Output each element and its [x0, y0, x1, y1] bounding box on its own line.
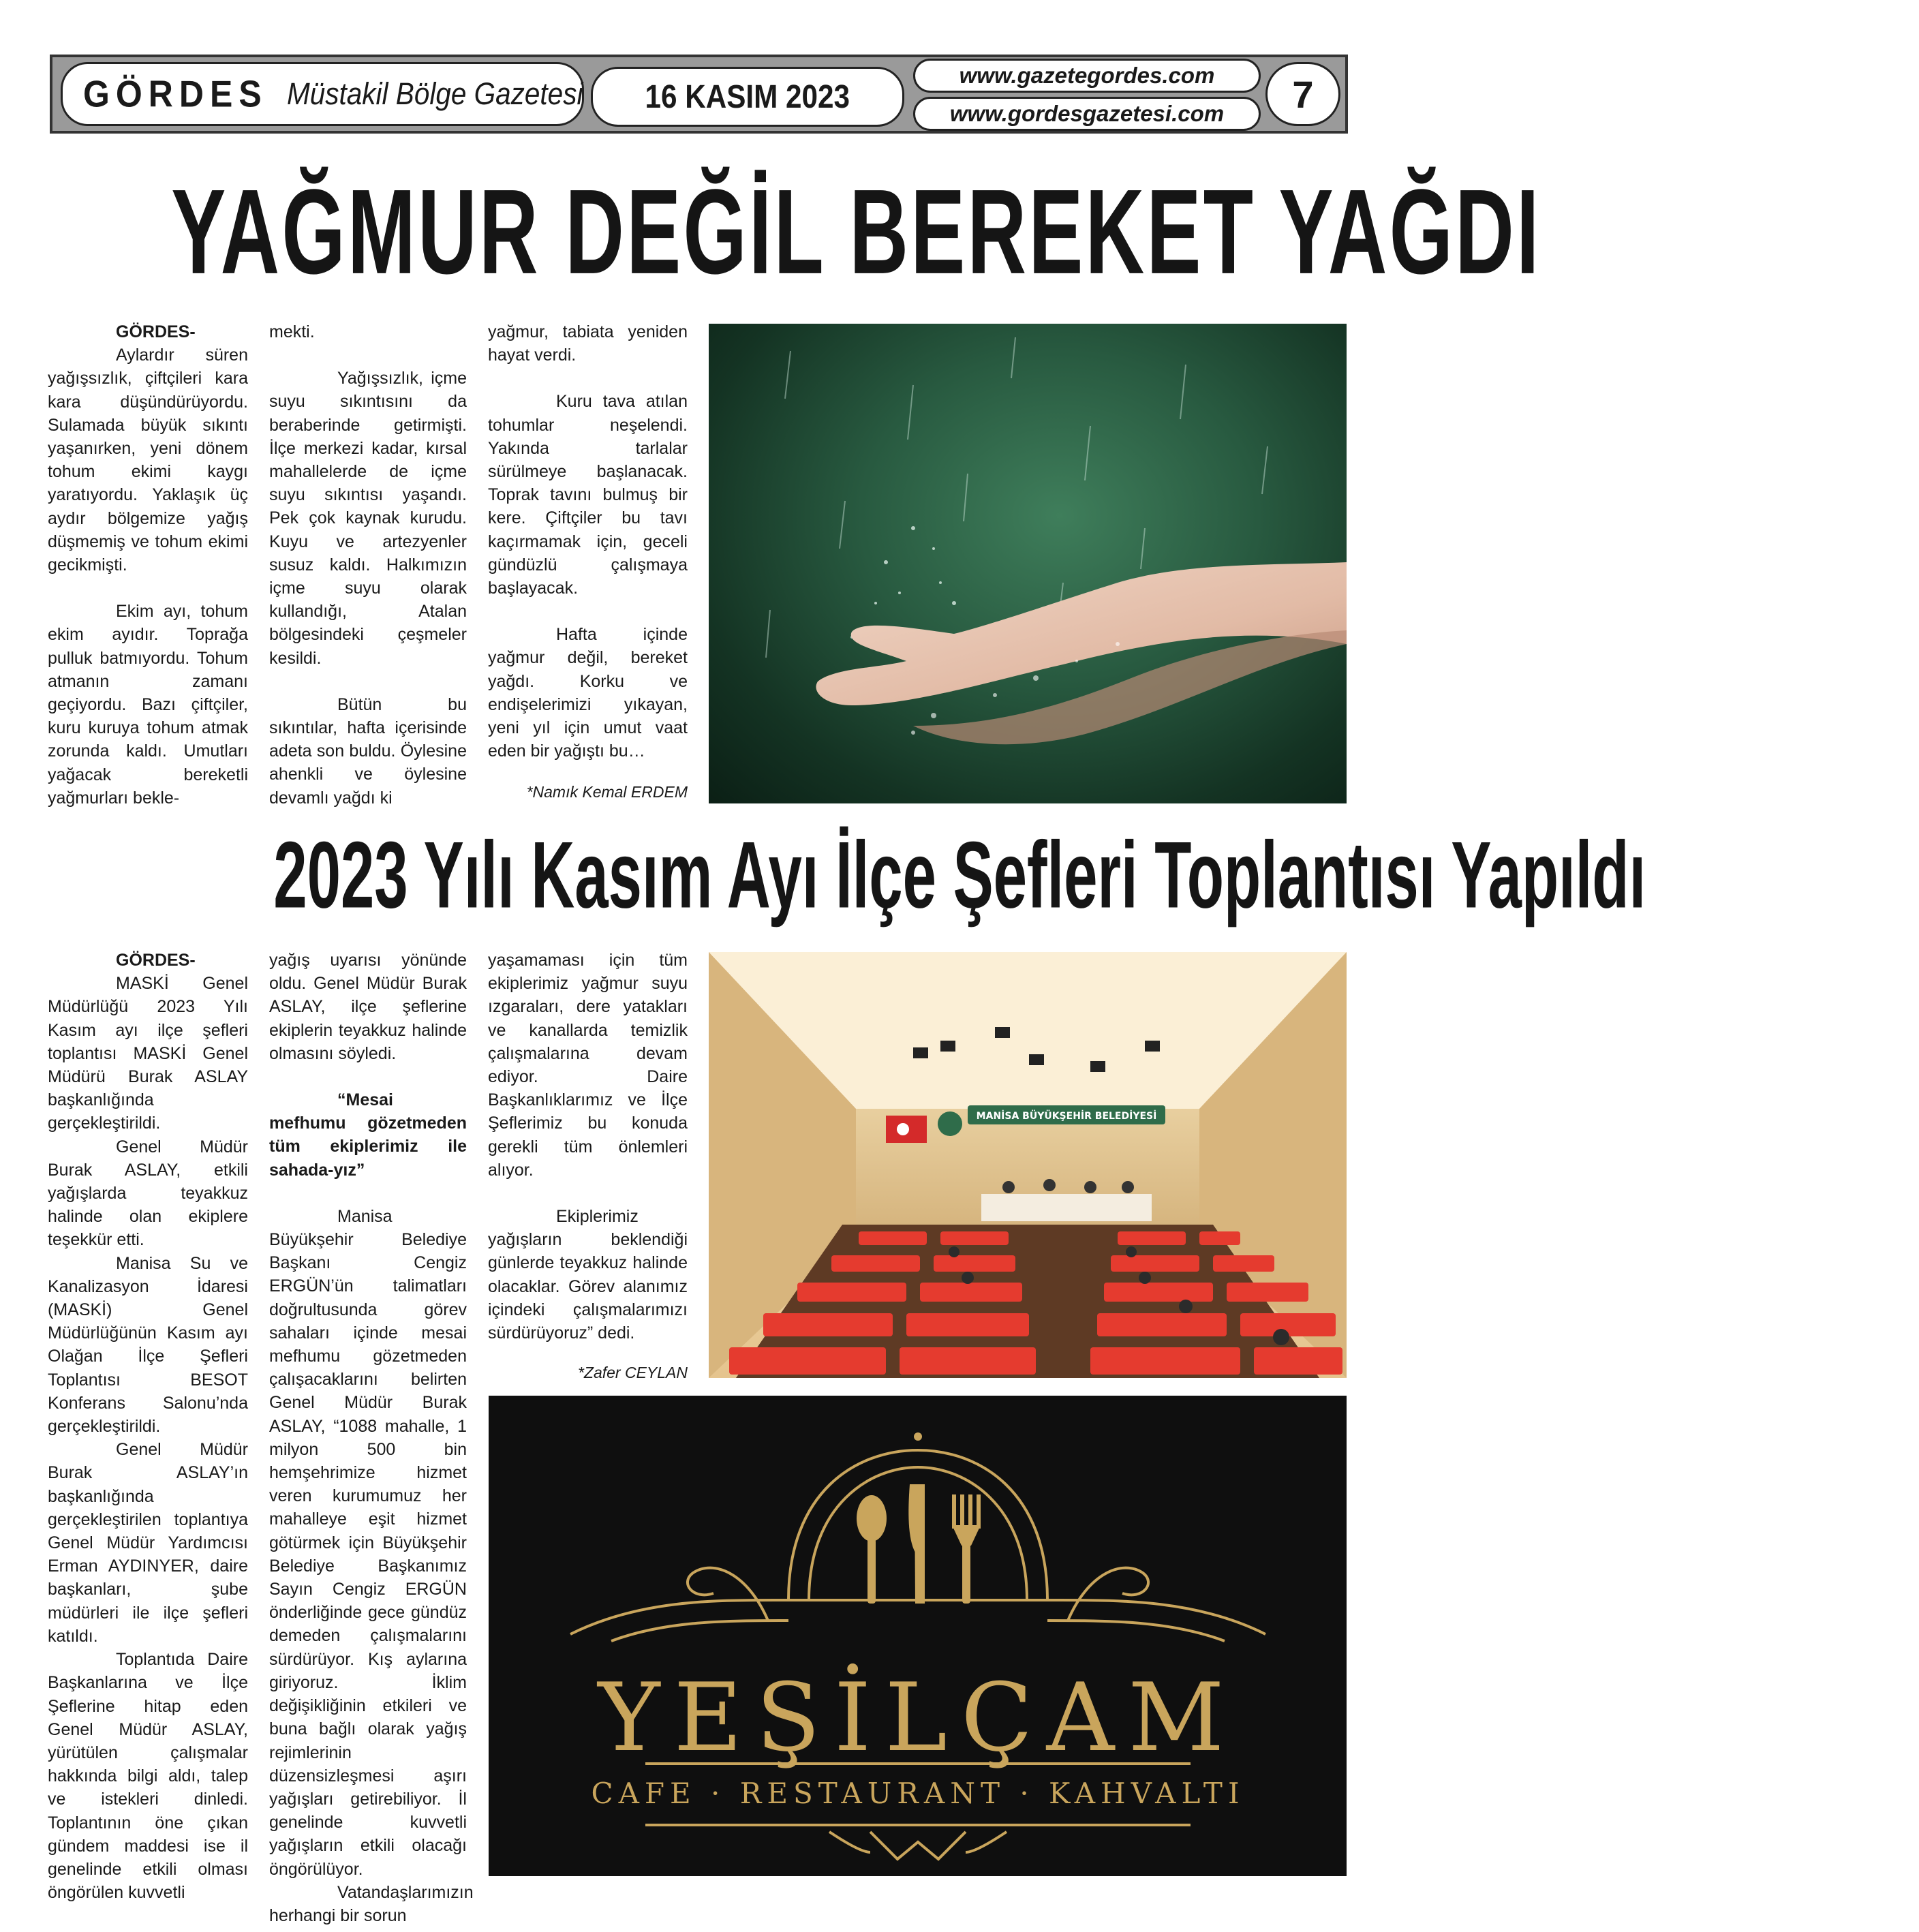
paragraph: Hafta içinde yağmur değil, bereket yağdı. Korku ve endişelerimizi yıkayan, yeni yıl için umut vaat eden bir yağıştı bu…	[488, 625, 688, 761]
author: *Zafer CEYLAN	[577, 1364, 688, 1382]
article2-column-2	[269, 949, 474, 1927]
paragraph: yağmur, tabiata yeniden hayat verdi.	[488, 322, 688, 365]
page-number: 7	[1265, 62, 1340, 126]
issue-date-text: 16 KASIM 2023	[645, 78, 850, 115]
website-link-1[interactable]: www.gazetegordes.com	[913, 59, 1261, 93]
paragraph: Bütün bu sıkıntılar, hafta içerisinde adeta son buldu. Öylesine ahenkli ve öylesine devamlı yağdı ki	[269, 694, 467, 808]
website-link-2[interactable]: www.gordesgazetesi.com	[913, 97, 1261, 131]
paragraph: mekti.	[269, 322, 315, 341]
paragraph: Manisa Büyükşehir Belediye Başkanı Cengiz ERGÜN’ün talimatları doğrultusunda görev sahaları içinde mesai mefhumu gözetmeden çalışacaklarını belirten Genel Müdür Burak ASLAY, “1088 mahalle, 1 milyon 500 bin hemşehrimize hizmet veren kurumumuz her mahalleye eşit hizmet götürmek için Büyükşehir Belediye Başkanımız Sayın Cengiz ERGÜN önderliğinde gece gündüz demeden çalışmalarını sürdürüyor. Kış aylarına giriyoruz. İklim değişikliğinin etkileri ve buna bağlı olarak yağış rejimlerinin düzensizleşmesi aşırı yağışları getirebiliyor. İl genelinde kuvvetli yağışların etkili olacağı öngörülüyor.	[269, 1206, 467, 1879]
masthead	[50, 55, 1348, 134]
headline-meeting	[0, 821, 1646, 928]
conference-hall-photo	[709, 952, 1347, 1378]
paragraph: Ekim ayı, tohum ekim ayıdır. Toprağa pulluk batmıyordu. Tohum atmanın zamanı geçiyordu. Bazı çiftçiler, kuru kuruya tohum atmak zorunda kaldı. Umutları yağacak bereketli yağmurları bekle-	[48, 602, 248, 808]
rain-hand-illustration	[709, 324, 1347, 803]
paragraph: Manisa Su ve Kanalizasyon İdaresi (MASKİ) Genel Müdürlüğünün Kasım ayı Olağan İlçe Şefleri Toplantısı BESOT Konferans Salonu’nda gerçekleştirildi.	[48, 1253, 248, 1437]
article2-column-3	[488, 949, 688, 1407]
paragraph: yaşamaması için tüm ekiplerimiz yağmur suyu ızgaraları, dere yatakları ve kanallarda temizlik çalışmalarına devam ediyor. Daire Başkanlıklarımız ve İlçe Şeflerimiz bu konuda gerekli tüm önlemleri alıyor.	[488, 951, 688, 1180]
brand-subtitle: Müstakil Bölge Gazetesi	[286, 76, 583, 111]
paragraph: MASKİ Genel Müdürlüğü 2023 Yılı Kasım ayı ilçe şefleri toplantısı MASKİ Genel Müdürü Burak ASLAY başkanlığında gerçekleştirildi.	[48, 974, 248, 1133]
paragraph: Ekiplerimiz yağışların beklendiği günlerde teyakkuz halinde olacaklar. Görev alanımız içindeki çalışmalarımızı sürdürüyoruz” dedi.	[488, 1207, 688, 1343]
paragraph: Toplantıda Daire Başkanlarına ve İlçe Şeflerine hitap eden Genel Müdür ASLAY, yürütülen çalışmalar hakkında bilgi aldı, talep ve istekleri dinledi. Toplantının öne çıkan gündem maddesi ise il genelinde etkili olması öngörülen kuvvetli	[48, 1650, 248, 1903]
article2-column-1	[48, 949, 248, 1904]
author: *Namık Kemal ERDEM	[526, 783, 688, 801]
subheading: “Mesai mefhumu gözetmeden tüm ekiplerimiz ile sahada-yız”	[269, 1090, 467, 1180]
hall-banner-text: MANİSA BÜYÜKŞEHİR BELEDİYESİ	[976, 1111, 1157, 1122]
conference-hall-illustration	[709, 952, 1347, 1378]
paragraph: Yağışsızlık, içme suyu sıkıntısını da beraberinde getirmişti. İlçe merkezi kadar, kırsal mahallelerde de içme suyu sıkıntısı yaşandı. Pek çok kaynak kurudu. Kuyu ve artezyenler susuz kaldı. Halkımızın içme suyu olarak kullandığı, Atalan bölgesindeki çeşmeler kesildi.	[269, 369, 467, 668]
article1-column-2	[269, 320, 467, 810]
paragraph: Kuru tava atılan tohumlar neşelendi. Yakında tarlalar sürülmeye başlanacak. Toprak tavını bulmuş bir kere. Çiftçiler bu tavı kaçırmamak için, geceli gündüzlü çalışmaya başlayacak.	[488, 392, 688, 598]
ad-tagline: CAFE · RESTAURANT · KAHVALTI	[591, 1777, 1245, 1810]
headline-rain-text: YAĞMUR DEĞİL BEREKET YAĞDI	[171, 164, 1541, 299]
dateline: GÖRDES-	[116, 951, 196, 970]
brand-name: GÖRDES	[83, 73, 268, 115]
paragraph: yağış uyarısı yönünde oldu. Genel Müdür Burak ASLAY, ilçe şeflerine ekiplerin teyakkuz halinde olmasını söyledi.	[269, 951, 467, 1063]
headline-rain	[0, 162, 1541, 299]
paragraph: Aylardır süren yağışsızlık, çiftçileri kara kara düşündürüyordu. Sulamada büyük sıkıntı yaşanırken, yeni dönem tohum ekimi kaygı yaratıyordu. Yaklaşık üç aydır bölgemize yağış düşmemiş ve tohum ekimi gecikmişti.	[48, 346, 248, 575]
rain-hand-photo	[709, 324, 1347, 803]
paragraph: Vatandaşlarımızın herhangi bir sorun	[269, 1882, 474, 1925]
yesilcam-advertisement	[489, 1396, 1347, 1876]
issue-date	[591, 67, 904, 127]
headline-meeting-text: 2023 Yılı Kasım Ayı İlçe Şefleri Toplantısı Yapıldı	[273, 823, 1646, 928]
newspaper-name	[61, 62, 584, 126]
paragraph: Genel Müdür Burak ASLAY’ın başkanlığında gerçekleştirilen toplantıya Genel Müdür Yardımcısı Erman AYDINYER, daire başkanları, şube müdürleri ile ilçe şefleri katıldı.	[48, 1440, 248, 1646]
article1-column-1	[48, 320, 248, 810]
yesilcam-logo	[489, 1396, 1347, 1876]
paragraph: Genel Müdür Burak ASLAY, etkili yağışlarda teyakkuz halinde olan ekiplere teşekkür etti.	[48, 1137, 248, 1250]
dateline: GÖRDES-	[116, 322, 196, 341]
ad-brand-name: YEŞİLÇAM	[598, 1663, 1238, 1773]
article1-column-3	[488, 320, 688, 827]
